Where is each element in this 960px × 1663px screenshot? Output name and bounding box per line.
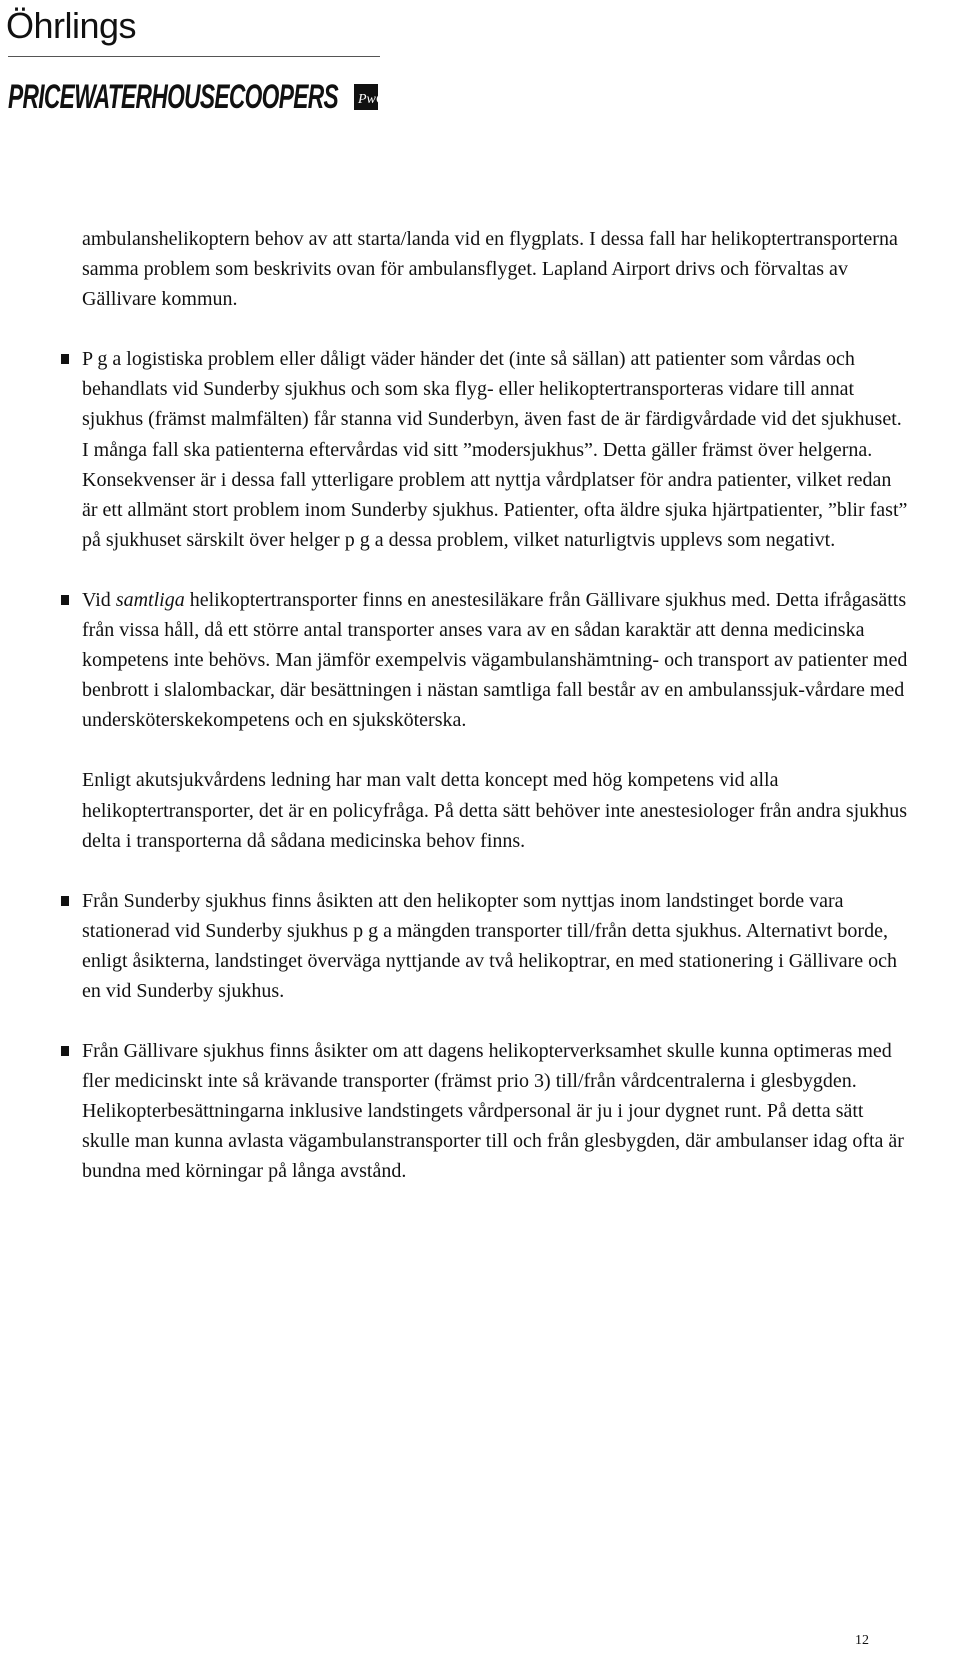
paragraph-3-end: helikoptertransporter finns en anestesiläkare från Gällivare sjukhus med. Detta ifrågasätts från vissa håll, då ett större antal transporter anses vara av en sådan karaktär att denna medicinska kompetens inte behövs. Man jämför exempelvis vägambulanshämtning- och transport av patienter med benbrott i slalombackar, där besättningen i nästan samtliga fall består av en ambulanssjuk-vårdare med undersköterskekompetens och en sjuksköterska. <box>82 588 908 732</box>
document-body <box>82 224 910 1187</box>
paragraph-2: P g a logistiska problem eller dåligt väder händer det (inte så sällan) att patienter som vårdas och behandlats vid Sunderby sjukhus och som ska flyg- eller helikoptertransporteras vidare till annat sjukhus (främst malmfälten) får stanna vid Sunderbyn, även fast de är färdigvårdade vid det sjukhuset. I många fall ska patienterna eftervårdas vid sitt ”modersjukhus”. Detta gäller främst över helgerna. Konsekvenser är i dessa fall ytterligare problem att nyttja vårdplatser för andra patienter, vilket redan är ett allmänt stort problem inom Sunderby sjukhus. Patienter, ofta äldre sjuka hjärtpatienter, ”blir fast” på sjukhuset särskilt över helger p g a dessa problem, vilket naturligtvis upplevs som negativt. <box>82 348 908 551</box>
paragraph-4: Enligt akutsjukvårdens ledning har man valt detta koncept med hög kompetens vid alla helikoptertransporter, det är en policyfråga. På detta sätt behöver inte anestesiologer från andra sjukhus delta i transporterna då sådana medicinska behov finns. <box>82 769 908 852</box>
bullet-square-icon <box>61 595 69 605</box>
bullet-item-2 <box>82 585 910 735</box>
brand-name: Öhrlings <box>6 5 137 46</box>
pricewaterhousecoopers-logo <box>6 74 386 120</box>
svg-text:PRICEWATERHOUSECOOPERS: PRICEWATERHOUSECOOPERS <box>8 78 339 116</box>
bullet-square-icon <box>61 896 69 906</box>
paragraph-3-emphasis: samtliga <box>115 588 185 611</box>
svg-text:PwC: PwC <box>358 92 386 107</box>
bullet-item-1 <box>82 344 910 555</box>
header-divider <box>8 56 380 57</box>
paragraph-3-start: Vid <box>82 588 116 611</box>
page-number: 12 <box>855 1633 869 1648</box>
paragraph-6: Från Gällivare sjukhus finns åsikter om att dagens helikopterverksamhet skulle kunna optimeras med fler medicinskt inte så krävande transporter (främst prio 3) till/från vårdcentralerna i glesbygden. Helikopterbesättningarna inklusive landstingets vårdpersonal är ju i jour dygnet runt. På detta sätt skulle man kunna avlasta vägambulanstransporter till och från glesbygden, där ambulanser idag ofta är bundna med körningar på långa avstånd. <box>82 1040 904 1183</box>
bullet-item-3 <box>82 886 910 1006</box>
document-header <box>6 4 386 116</box>
paragraph-3 <box>82 585 910 735</box>
bullet-square-icon <box>61 1046 69 1056</box>
paragraph-1: ambulanshelikoptern behov av att starta/landa vid en flygplats. I dessa fall har helikoptertransporterna samma problem som beskrivits ovan för ambulansflyget. Lapland Airport drivs och förvaltas av Gällivare kommun. <box>82 228 898 311</box>
bullet-square-icon <box>61 354 69 364</box>
bullet-item-4 <box>82 1036 910 1186</box>
paragraph-5: Från Sunderby sjukhus finns åsikten att den helikopter som nyttjas inom landstinget borde vara stationerad vid Sunderby sjukhus p g a mängden transporter till/från detta sjukhus. Alternativt borde, enligt åsikterna, landstinget överväga nyttjande av två helikoptrar, en med stationering i Gällivare och en vid Sunderby sjukhus. <box>82 889 898 1002</box>
